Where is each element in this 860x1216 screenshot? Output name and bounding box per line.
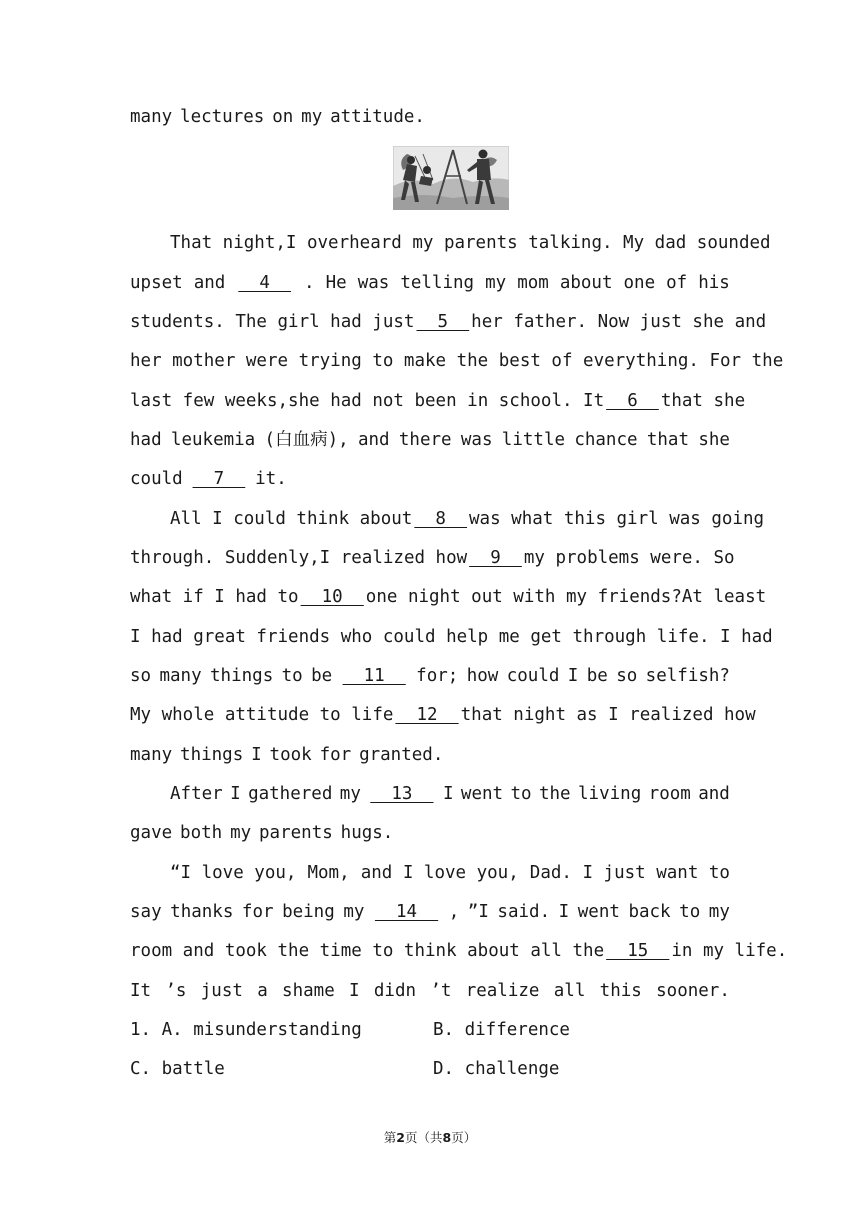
- passage-word: that she: [660, 391, 746, 411]
- passage-word: could: [130, 469, 183, 489]
- passage-word: to: [510, 784, 532, 804]
- passage-word: realize: [465, 981, 540, 1001]
- passage-line: [170, 232, 771, 254]
- passage-word: ’s: [165, 981, 187, 1001]
- answer-blank: 9: [469, 548, 522, 568]
- passage-line: [130, 940, 788, 962]
- passage-word: parents: [259, 823, 333, 843]
- passage-word: I had great friends who could help me get through life. I had: [130, 627, 773, 647]
- passage-word: hugs.: [340, 823, 394, 843]
- passage-word: for: [241, 902, 274, 922]
- passage-word: that: [646, 430, 690, 450]
- passage-word: she had not been in school. It: [288, 391, 605, 411]
- passage-word: was: [357, 273, 390, 293]
- passage-word: gathered: [248, 784, 333, 804]
- passage-word: sooner.: [656, 981, 730, 1001]
- passage-word: students. The girl had just: [130, 312, 415, 332]
- passage-word: her mother were trying to make the best of everything. For the: [130, 351, 784, 371]
- passage-line: [130, 901, 730, 923]
- passage-word: All I could think about: [170, 509, 413, 529]
- passage-line: [130, 586, 767, 608]
- passage-word: I: [251, 745, 262, 765]
- passage-word: this: [599, 981, 642, 1001]
- passage-line: [130, 272, 730, 294]
- passage-word: mom: [517, 273, 549, 293]
- passage-word: to: [679, 902, 701, 922]
- passage-word: could: [506, 666, 560, 686]
- passage-word: ’t: [430, 981, 452, 1001]
- passage-word: took: [269, 745, 312, 765]
- passage-word: back: [628, 902, 671, 922]
- passage-word: many: [130, 107, 173, 127]
- passage-line: [130, 106, 730, 128]
- passage-word: that night as I realized how: [460, 705, 756, 725]
- option-1a: 1. A. misunderstanding: [130, 1020, 362, 1040]
- passage-word: so: [616, 666, 638, 686]
- passage-word: room and took the time to think about all the: [130, 941, 605, 961]
- passage-word: my problems were. So: [523, 548, 735, 568]
- passage-word: My whole attitude to life: [130, 705, 394, 725]
- footer-total-pages: 8: [442, 1130, 452, 1145]
- passage-word: my: [343, 902, 365, 922]
- passage-word: I: [567, 666, 579, 686]
- passage-word: I: [442, 784, 454, 804]
- passage-line: [130, 980, 730, 1002]
- passage-line: [130, 547, 735, 569]
- passage-word: his: [698, 273, 730, 293]
- passage-word: leukemia: [170, 430, 256, 450]
- passage-word: I overheard my parents talking. My dad sounded: [285, 233, 771, 253]
- passage-word: said.: [497, 902, 551, 922]
- passage-word: things: [180, 745, 244, 765]
- passage-word: chance: [574, 430, 638, 450]
- answer-blank: 13: [370, 784, 434, 804]
- passage-word: for;: [416, 666, 459, 686]
- footer-page-number: 2: [396, 1130, 405, 1145]
- answer-blank: 14: [374, 902, 439, 922]
- passage-line: [130, 350, 784, 372]
- passage-word: a: [257, 981, 268, 1001]
- passage-word: attitude.: [330, 107, 425, 127]
- swing-illustration: [393, 146, 509, 210]
- passage-word: was: [460, 430, 493, 450]
- passage-word: went: [460, 784, 504, 804]
- passage-word: thanks: [170, 902, 234, 922]
- passage-word: how: [466, 666, 499, 686]
- passage-word: Mom,: [307, 863, 350, 883]
- passage-word: I: [558, 902, 570, 922]
- passage-word: things: [210, 666, 274, 686]
- footer-prefix: 第: [383, 1130, 397, 1145]
- answer-blank: 10: [300, 587, 364, 607]
- passage-word: went: [577, 902, 620, 922]
- passage-line: [130, 822, 730, 844]
- passage-word: Dad. I just want to: [529, 863, 730, 883]
- passage-word: It: [130, 981, 152, 1001]
- passage-word: one: [623, 273, 656, 293]
- answer-blank: 5: [416, 312, 470, 332]
- passage-word: telling: [400, 273, 475, 293]
- passage-word: on: [272, 107, 294, 127]
- passage-line: [130, 390, 746, 412]
- option-1d: D. challenge: [433, 1059, 560, 1079]
- answer-blank: 6: [606, 391, 659, 411]
- passage-word: and: [357, 430, 390, 450]
- passage-word: be: [586, 666, 608, 686]
- passage-line: [170, 783, 730, 805]
- passage-word: through. Suddenly,: [130, 548, 320, 568]
- answer-blank: 12: [395, 705, 459, 725]
- passage-word: the: [538, 784, 571, 804]
- passage-word: her father. Now just she and: [471, 312, 767, 332]
- passage-word: little: [501, 430, 566, 450]
- passage-word: one night out with my friends?: [365, 587, 682, 607]
- answer-blank: 7: [192, 469, 246, 489]
- passage-word: (白血病),: [264, 430, 349, 450]
- passage-word: my: [708, 902, 730, 922]
- passage-word: I: [230, 784, 241, 804]
- page-footer: [0, 1129, 860, 1147]
- passage-word: she: [698, 430, 730, 450]
- option-1b: B. difference: [433, 1020, 570, 1040]
- passage-word: I realized how: [319, 548, 468, 568]
- passage-word: upset: [130, 273, 183, 293]
- passage-word: granted.: [359, 745, 444, 765]
- passage-word: At least: [681, 587, 767, 607]
- passage-word: lectures: [180, 107, 265, 127]
- passage-word: living: [578, 784, 642, 804]
- passage-word: He: [325, 273, 347, 293]
- answer-blank: 4: [238, 273, 292, 293]
- passage-word: to: [281, 666, 303, 686]
- passage-word: had: [130, 430, 162, 450]
- passage-line: [130, 429, 730, 451]
- passage-word: many: [130, 745, 173, 765]
- passage-word: both: [180, 823, 223, 843]
- passage-word: shame: [282, 981, 335, 1001]
- passage-word: be: [311, 666, 333, 686]
- passage-line: [130, 468, 730, 490]
- passage-word: That night,: [170, 233, 286, 253]
- footer-middle: 页（共: [404, 1130, 443, 1145]
- passage-word: my: [339, 784, 361, 804]
- passage-word: I: [349, 981, 360, 1001]
- answer-blank: 11: [342, 666, 406, 686]
- passage-word: selfish?: [645, 666, 730, 686]
- footer-suffix: 页）: [451, 1130, 477, 1145]
- passage-word: my: [301, 107, 323, 127]
- passage-word: didn: [373, 981, 417, 1001]
- passage-word: all: [553, 981, 586, 1001]
- passage-word: ”I: [467, 902, 489, 922]
- passage-line: [170, 862, 730, 884]
- passage-line: [170, 508, 765, 530]
- passage-word: so: [130, 666, 152, 686]
- passage-word: there: [398, 430, 452, 450]
- passage-word: about: [559, 273, 613, 293]
- passage-word: gave: [130, 823, 173, 843]
- passage-word: After: [170, 784, 223, 804]
- answer-blank: 15: [606, 941, 670, 961]
- passage-word: it.: [255, 469, 287, 489]
- passage-word: in my life.: [671, 941, 788, 961]
- passage-word: last few weeks,: [130, 391, 289, 411]
- passage-word: and: [193, 273, 226, 293]
- passage-line: [130, 311, 767, 333]
- option-1c: C. battle: [130, 1059, 225, 1079]
- passage-word: being: [282, 902, 335, 922]
- passage-word: and I love you,: [360, 863, 519, 883]
- passage-word: many: [159, 666, 202, 686]
- passage-word: for: [319, 745, 352, 765]
- passage-word: my: [230, 823, 252, 843]
- passage-word: just: [200, 981, 243, 1001]
- passage-word: my: [485, 273, 507, 293]
- passage-word: and: [698, 784, 730, 804]
- passage-word: say: [130, 902, 162, 922]
- passage-word: ,: [448, 902, 460, 922]
- passage-word: “I love you,: [170, 863, 297, 883]
- passage-line: [130, 704, 756, 726]
- passage-word: was what this girl was going: [469, 509, 765, 529]
- passage-word: .: [304, 273, 315, 293]
- answer-blank: 8: [414, 509, 468, 529]
- passage-line: [130, 626, 773, 648]
- passage-word: of: [666, 273, 688, 293]
- passage-word: what if I had to: [130, 587, 299, 607]
- passage-word: room: [648, 784, 691, 804]
- passage-line: [130, 665, 730, 687]
- passage-line: [130, 744, 730, 766]
